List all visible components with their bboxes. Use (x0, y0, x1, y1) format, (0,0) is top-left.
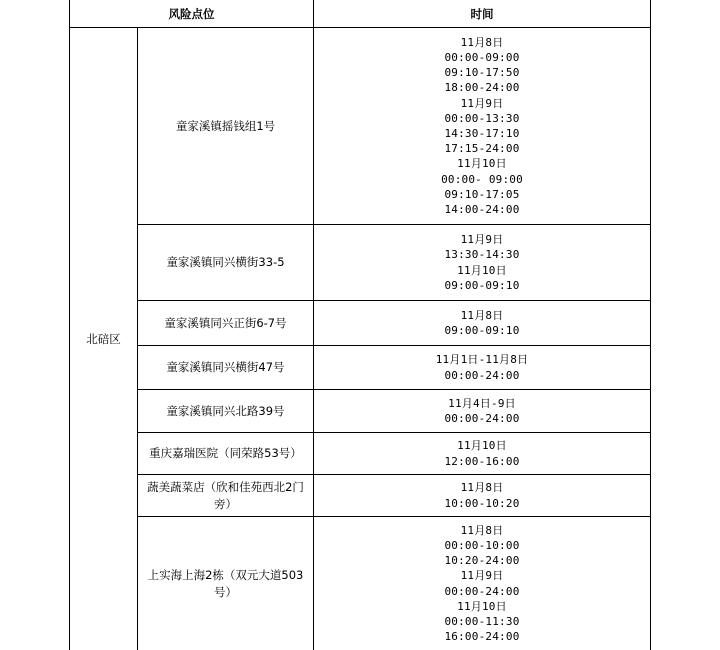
time-cell: 11月8日 00:00-10:00 10:20-24:00 11月9日 00:00-24:00 11月10日 00:00-11:30 16:00-24:00 (444, 523, 520, 644)
time-cell: 11月10日 12:00-16:00 (444, 439, 520, 468)
time-cell: 11月4日-9日 00:00-24:00 (444, 396, 520, 425)
location-cell: 蔬美蔬菜店（欣和佳苑西北2门旁） (147, 479, 304, 511)
location-cell: 重庆嘉瑞医院（同荣路53号） (149, 446, 302, 460)
time-cell: 11月8日 09:00-09:10 (444, 308, 520, 337)
location-cell: 童家溪镇同兴横街33-5 (166, 255, 285, 269)
location-cell: 童家溪镇同兴正街6-7号 (164, 315, 287, 330)
time-cell: 11月1日-11月8日 00:00-24:00 (435, 353, 529, 382)
time-cell: 11月8日 00:00-09:00 09:10-17:50 18:00-24:00 11月9日 00:00-13:30 14:30-17:10 17:15-24:00 11月10日 00:00- 09:00 09:10-17:05 14:00-24:00 (441, 35, 523, 217)
table-border-right (650, 0, 651, 650)
header-location: 风险点位 (168, 6, 215, 21)
header-time: 时间 (470, 6, 494, 21)
location-cell: 童家溪镇同兴横街47号 (166, 360, 285, 374)
time-cell: 11月9日 13:30-14:30 11月10日 09:00-09:10 (444, 233, 520, 292)
location-cell: 上实海上海2栋（双元大道503号） (147, 567, 304, 599)
location-cell: 童家溪镇摇钱组1号 (175, 118, 276, 133)
location-cell: 童家溪镇同兴北路39号 (166, 403, 285, 418)
time-cell: 11月8日 10:00-10:20 (444, 481, 520, 510)
district-cell: 北碚区 (86, 332, 121, 346)
